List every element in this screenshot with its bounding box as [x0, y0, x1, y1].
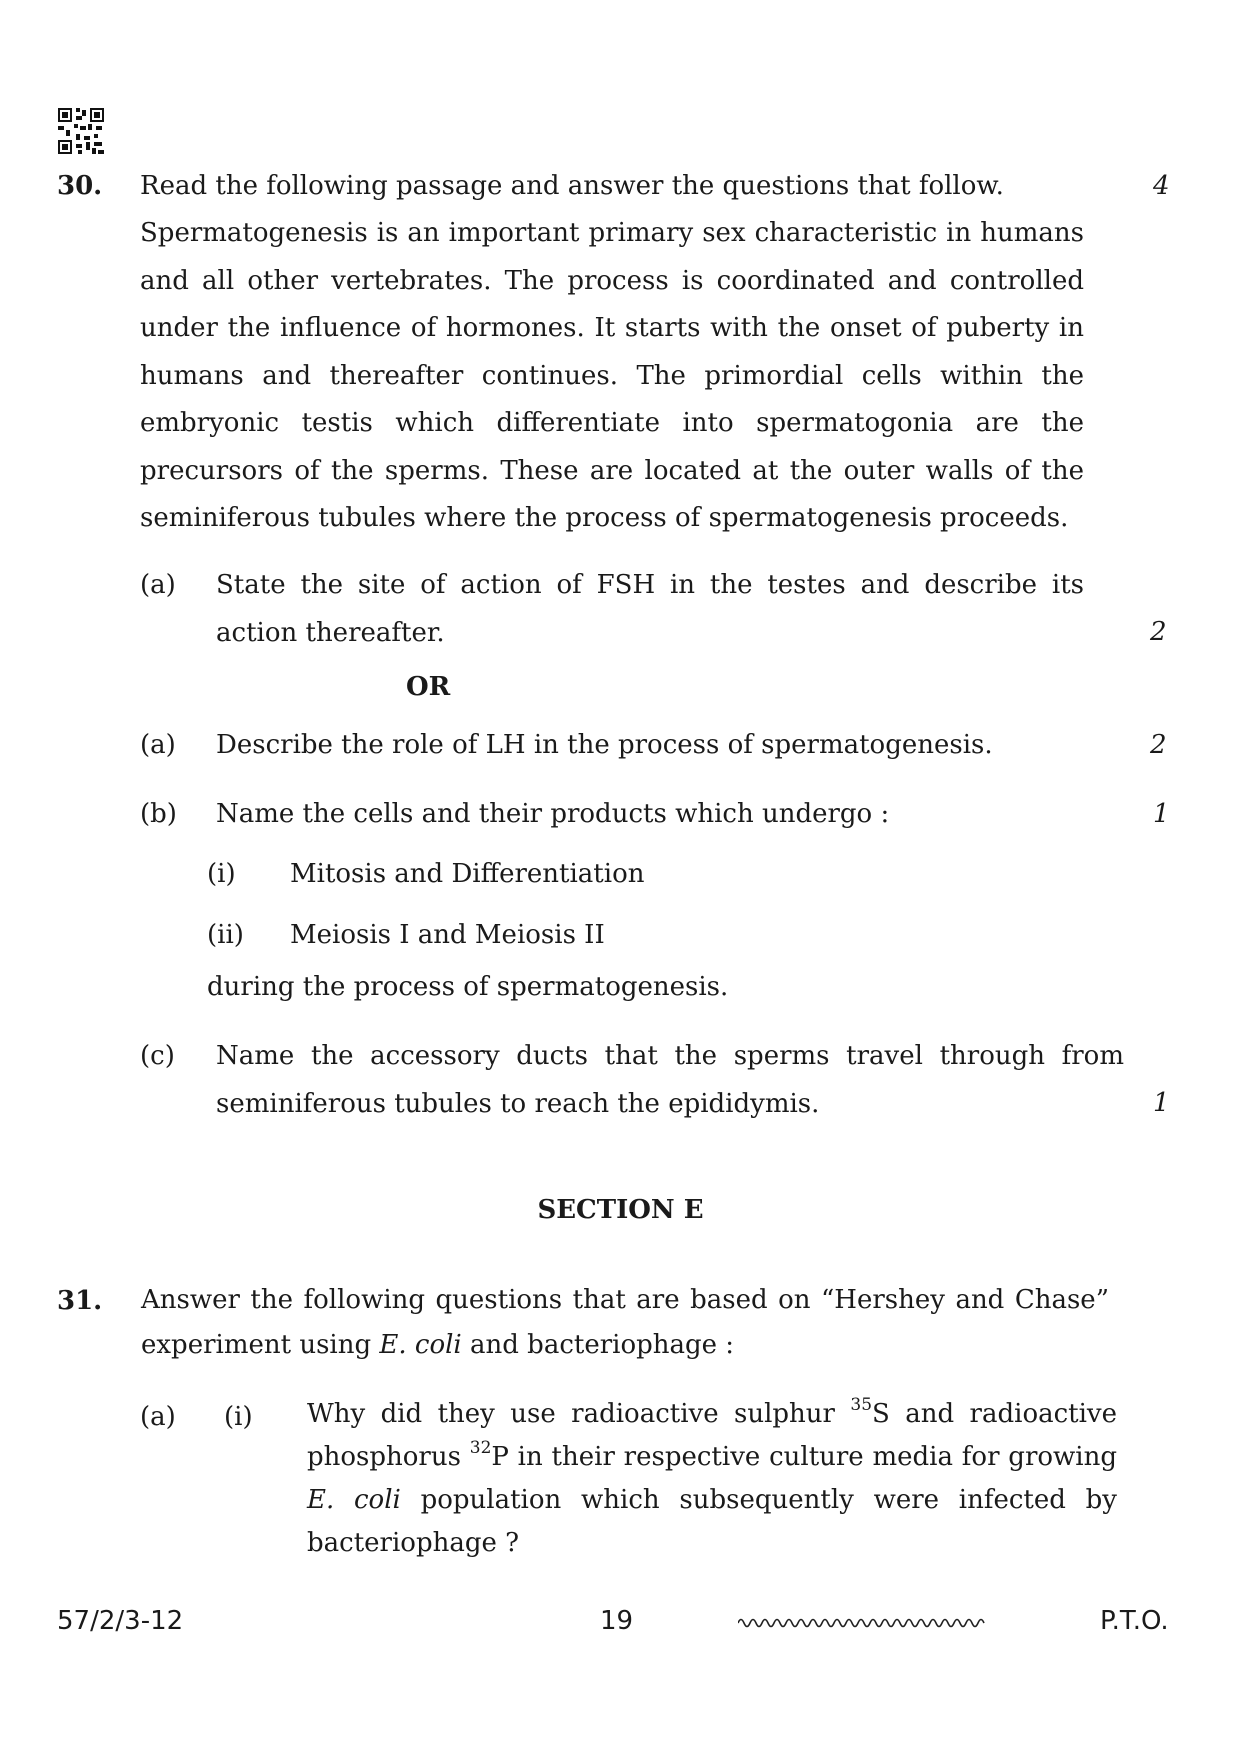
sub-question-text: Name the accessory ducts that the sperms travel through from seminiferous tubules to reach the epididymis.: [216, 1041, 1124, 1119]
sub-question-text: State the site of action of FSH in the testes and describe its action thereafter.: [216, 570, 1084, 648]
roman-label: (ii): [207, 920, 244, 950]
pto-label: P.T.O.: [1100, 1606, 1169, 1636]
qr-code: [58, 108, 104, 154]
sub-item-text: Why did they use radioactive sulphur $^{35}$S and radioactive phosphorus $^{32}$P in their respective culture media for growing E. coli population which subsequently were infected by bacteriophage ?: [307, 1395, 1117, 1558]
question-intro: Answer the following questions that are based on “Hershey and Chase” experiment using E. coli and bacteriophage :: [141, 1285, 1109, 1360]
marks: 4: [1153, 171, 1170, 201]
paper-code: 57/2/3-12: [57, 1606, 184, 1636]
or-divider: OR: [406, 672, 451, 702]
sub-label: (b): [140, 799, 177, 829]
question-number: 31.: [57, 1286, 103, 1316]
sub-label: (a): [140, 730, 176, 760]
sub-label: (a): [140, 1402, 176, 1432]
wavy-line-decoration: [738, 1616, 988, 1630]
sub-item-text: Meiosis I and Meiosis II: [290, 920, 605, 950]
marks: 2: [1150, 730, 1167, 760]
passage: Spermatogenesis is an important primary sex characteristic in humans and all other vertebrates. The process is coordinated and controlled under the influence of hormones. It starts with the onset of puberty in humans and thereafter continues. The primordial cells within the embryonic testis which differentiate into spermatogonia are the precursors of the sperms. These are located at the outer walls of the seminiferous tubules where the process of spermatogenesis proceeds.: [140, 218, 1084, 533]
sub-item-text: Mitosis and Differentiation: [290, 859, 645, 889]
sub-label: (a): [140, 570, 176, 600]
marks: 1: [1153, 1088, 1170, 1118]
question-number: 30.: [57, 171, 103, 201]
sub-label: (c): [140, 1041, 175, 1071]
marks: 2: [1150, 617, 1167, 647]
sub-question-tail: during the process of spermatogenesis.: [207, 972, 729, 1002]
section-heading: SECTION E: [537, 1195, 704, 1225]
sub-question-text: Describe the role of LH in the process of spermatogenesis.: [216, 730, 993, 760]
sub-question-text: Name the cells and their products which undergo :: [216, 799, 890, 829]
marks: 1: [1153, 799, 1170, 829]
roman-label: (i): [207, 859, 236, 889]
roman-label: (i): [224, 1402, 253, 1432]
question-intro: Read the following passage and answer the questions that follow.: [140, 171, 1004, 201]
page-number: 19: [600, 1606, 634, 1636]
